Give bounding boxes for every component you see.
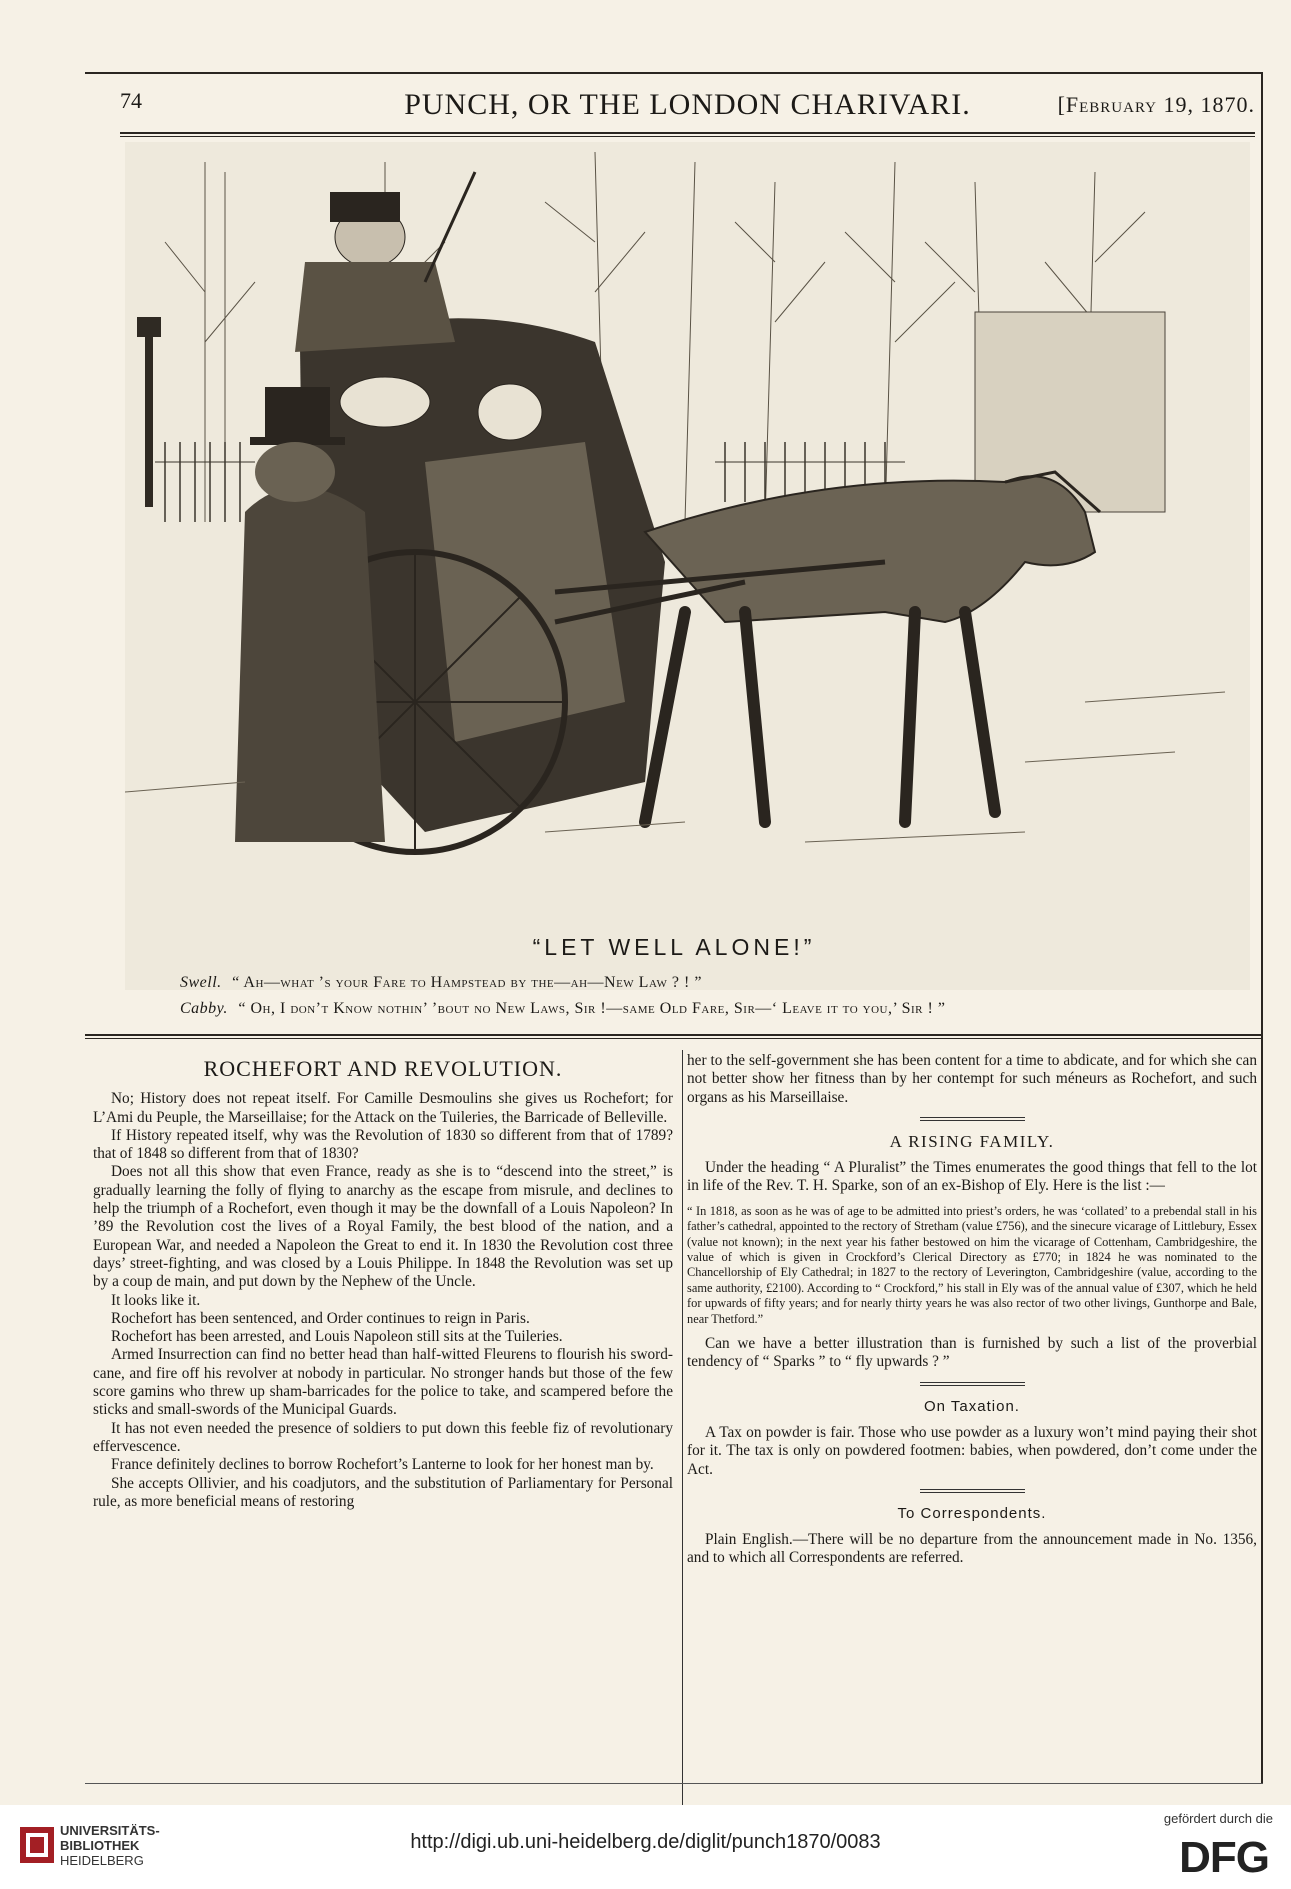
paragraph: It looks like it.: [111, 1291, 201, 1309]
swell-speech: “ Ah—what ’s your Fare to Hampstead by the—ah—New Law ? ! ”: [232, 974, 702, 991]
header-rule-thin: [120, 136, 1255, 137]
page-top-border: [85, 72, 1263, 74]
caption-rule: [85, 1034, 1263, 1036]
dialogue-line-swell: [180, 974, 1210, 992]
issue-date: [February 19, 1870.: [1057, 92, 1255, 117]
article-title-taxation: On Taxation.: [924, 1397, 1020, 1415]
column-divider: [682, 1050, 683, 1808]
times-quotation: “ In 1818, as soon as he was of age to be admitted into priest’s orders, he was ‘collated’ to a prebendal stall in his father’s cathedral, appointed to the rectory of Stretham (value £756), and the sinecure vicarage of Littlebury, Essex (value not known); in the next year his father bestowed on him the vicarage of Cottenham, Cambridgeshire, the value of which is given in Crockford’s Clerical Directory as £770; in 1824 he was nominated to the Chancellorship of Ely Cathedral; in 1827 to the rectory of Leverington, Cambridgeshire (value, according to the same authority, £2100). According to “ Crockford,” his stall in Ely was of the annual value of £307, which he held for upwards of fifty years; and for nearly thirty years he was also rector of two other livings, Gunthorpe and Bale, near Thetford.”: [687, 1203, 1257, 1326]
speaker-cabby: Cabby.: [180, 1000, 228, 1017]
library-line: HEIDELBERG: [60, 1853, 144, 1868]
caption-rule-thin: [85, 1038, 1263, 1039]
running-header: [120, 88, 1255, 128]
paragraph: France definitely declines to borrow Rochefort’s Lanterne to look for her honest man by.: [111, 1456, 654, 1474]
paragraph: A Tax on powder is fair. Those who use powder as a luxury won’t mind paying their shot for it. The tax is only on powdered footmen: babies, when powdered, don’t come under the Act.: [687, 1423, 1257, 1478]
article-title-rising-family: A RISING FAMILY.: [889, 1131, 1055, 1151]
paragraph: Armed Insurrection can find no better head than half-witted Fleurens to flourish his sword-cane, and fire off his revolver at nobody in particular. No stronger hands but those of the few score gamins who threw up sham-barricades for the police to take, and scampered before the sticks and small-swords of the Municipal Guards.: [93, 1346, 673, 1419]
continued-paragraph: her to the self-government she has been content for a time to abdicate, and for which she can not better show her fitness than by her contempt for such méneurs as Rochefort, and such organs as his Marseillaise.: [687, 1052, 1257, 1106]
page-right-border: [1261, 72, 1263, 1784]
library-line: BIBLIOTHEK: [60, 1838, 140, 1853]
section-rule: [920, 1382, 1025, 1386]
header-rule: [120, 132, 1255, 134]
paragraph: She accepts Ollivier, and his coadjutors, and the substitution of Parliamentary for Personal rule, as more beneficial means of restoring: [93, 1474, 673, 1510]
page: [85, 72, 1263, 1784]
speaker-swell: Swell.: [180, 974, 222, 991]
article-title-rochefort: ROCHEFORT AND REVOLUTION.: [203, 1056, 563, 1081]
paragraph: Plain English.—There will be no departure from the announcement made in No. 1356, and to which all Correspondents are referred.: [687, 1531, 1257, 1567]
page-bottom-border: [85, 1783, 1263, 1784]
permalink-url[interactable]: http://digi.ub.uni-heidelberg.de/diglit/punch1870/0083: [410, 1831, 881, 1853]
paragraph: Rochefort has been sentenced, and Order continues to reign in Paris.: [111, 1309, 530, 1327]
dialogue-line-cabby: [180, 1000, 1210, 1018]
library-line: UNIVERSITÄTS-: [60, 1823, 160, 1838]
paragraph: It has not even needed the presence of soldiers to put down this feeble fiz of revolutionary effervescence.: [93, 1419, 673, 1455]
paragraph: Rochefort has been arrested, and Louis Napoleon still sits at the Tuileries.: [111, 1328, 563, 1346]
digitization-footer: [0, 1805, 1291, 1889]
cartoon-caption: “LET WELL ALONE!”: [532, 934, 816, 960]
dfg-logo: DFG: [1179, 1833, 1269, 1882]
cabby-speech: “ Oh, I don’t Know nothin’ ’bout no New Laws, Sir !—same Old Fare, Sir—‘ Leave it to you,’ Sir ! ”: [238, 1000, 946, 1017]
section-rule: [920, 1489, 1025, 1493]
right-column: [687, 1052, 1257, 1568]
paragraph: No; History does not repeat itself. For Camille Desmoulins she gives us Rochefort; for L’Ami du Peuple, the Marseillaise; for the Attack on the Tuileries, the Barricade of Belleville.: [93, 1090, 673, 1126]
funding-note: gefördert durch die: [1163, 1811, 1273, 1826]
left-column: [93, 1052, 673, 1511]
paragraph: Can we have a better illustration than is furnished by such a list of the proverbial tendency of “ Sparks ” to “ fly upwards ? ”: [687, 1335, 1257, 1371]
paragraph: Under the heading “ A Pluralist” the Times enumerates the good things that fell to the lot in life of the Rev. T. H. Sparke, son of an ex-Bishop of Ely. Here is the list :—: [687, 1159, 1257, 1195]
cab-and-horse-engraving: [125, 142, 1250, 990]
paragraph: If History repeated itself, why was the Revolution of 1830 so different from that of 1789? that of 1848 so different from that of 1830?: [93, 1126, 673, 1163]
section-rule: [920, 1117, 1025, 1121]
cartoon-illustration: [125, 142, 1250, 990]
page-number: 74: [120, 88, 142, 113]
article-title-correspondents: To Correspondents.: [897, 1504, 1047, 1522]
running-title: PUNCH, OR THE LONDON CHARIVARI.: [404, 88, 971, 121]
paragraph: Does not all this show that even France, ready as she is to “descend into the street,” is gradually learning the folly of flying to anarchy as the escape from misrule, and declines to help the triumph of a Rochefort, even though it may be the downfall of a Louis Napoleon? In ’89 the Revolution cost the lives of a Royal Family, the best blood of the nation, and a European War, and needed a Napoleon the Great to end it. In 1830 the Revolution cost three days’ street-fighting, and was closed by a Louis Philippe. In 1848 the Revolution was set up by a coup de main, and put down by the Nephew of the Uncle.: [93, 1163, 673, 1291]
